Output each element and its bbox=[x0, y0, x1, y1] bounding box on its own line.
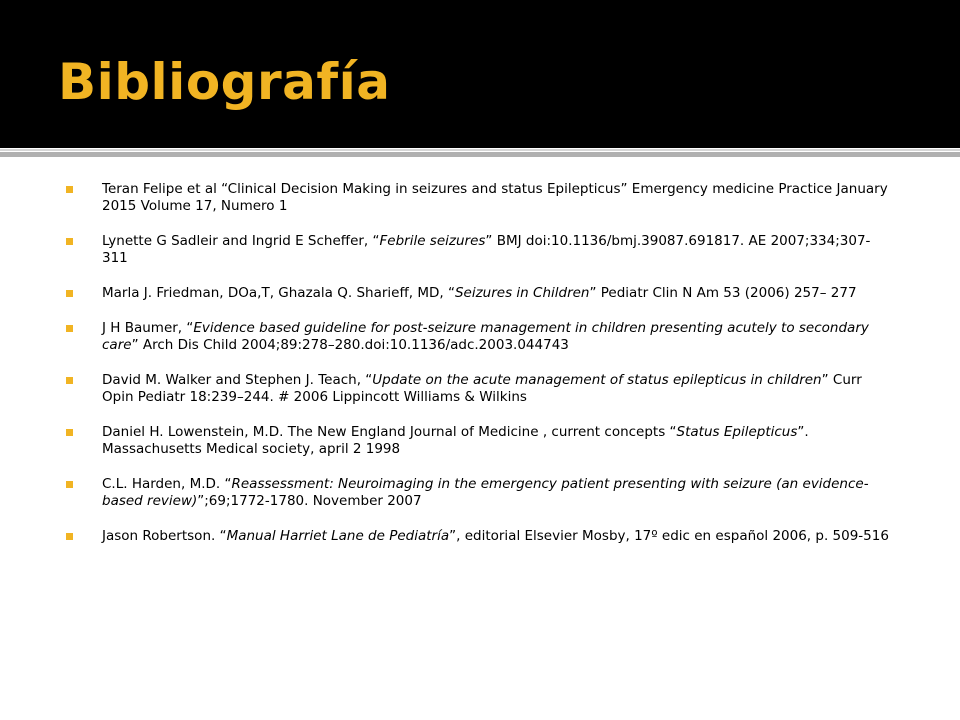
reference-text: Daniel H. Lowenstein, M.D. The New England Journal of Medicine , current concepts “Status Epilepticus”. Massachusetts Medical society, april 2 1998 bbox=[102, 424, 809, 457]
reference-item bbox=[66, 476, 896, 510]
reference-item bbox=[66, 372, 896, 406]
slide-title: Bibliografía bbox=[58, 53, 391, 111]
title-band bbox=[0, 0, 960, 148]
reference-item bbox=[66, 233, 896, 267]
square-bullet-icon bbox=[66, 533, 73, 540]
reference-text: J H Baumer, “Evidence based guideline for post-seizure management in children presenting acutely to secondary care” Arch Dis Child 2004;89:278–280.doi:10.1136/adc.2003.044743 bbox=[102, 320, 869, 353]
square-bullet-icon bbox=[66, 290, 73, 297]
reference-list bbox=[66, 181, 896, 563]
reference-text: Lynette G Sadleir and Ingrid E Scheffer, “Febrile seizures” BMJ doi:10.1136/bmj.39087.691817. AE 2007;334;307-311 bbox=[102, 233, 871, 266]
square-bullet-icon bbox=[66, 238, 73, 245]
reference-item bbox=[66, 528, 896, 545]
square-bullet-icon bbox=[66, 377, 73, 384]
title-divider bbox=[0, 149, 960, 151]
reference-text: C.L. Harden, M.D. “Reassessment: Neuroimaging in the emergency patient presenting with seizure (an evidence-based review)”;69;1772-1780. November 2007 bbox=[102, 476, 869, 509]
square-bullet-icon bbox=[66, 186, 73, 193]
square-bullet-icon bbox=[66, 481, 73, 488]
reference-item bbox=[66, 181, 896, 215]
reference-text: David M. Walker and Stephen J. Teach, “Update on the acute management of status epilepticus in children” Curr Opin Pediatr 18:239–244. # 2006 Lippincott Williams & Wilkins bbox=[102, 372, 862, 405]
reference-text: Marla J. Friedman, DOa,T, Ghazala Q. Sharieff, MD, “Seizures in Children” Pediatr Clin N Am 53 (2006) 257– 277 bbox=[102, 285, 857, 301]
reference-item bbox=[66, 285, 896, 302]
title-divider-shadow bbox=[0, 152, 960, 157]
reference-item bbox=[66, 320, 896, 354]
reference-item bbox=[66, 424, 896, 458]
square-bullet-icon bbox=[66, 325, 73, 332]
reference-text: Jason Robertson. “Manual Harriet Lane de Pediatría”, editorial Elsevier Mosby, 17º edic en español 2006, p. 509-516 bbox=[102, 528, 889, 544]
square-bullet-icon bbox=[66, 429, 73, 436]
reference-text: Teran Felipe et al “Clinical Decision Making in seizures and status Epilepticus” Emergency medicine Practice January 2015 Volume 17, Numero 1 bbox=[102, 181, 888, 214]
